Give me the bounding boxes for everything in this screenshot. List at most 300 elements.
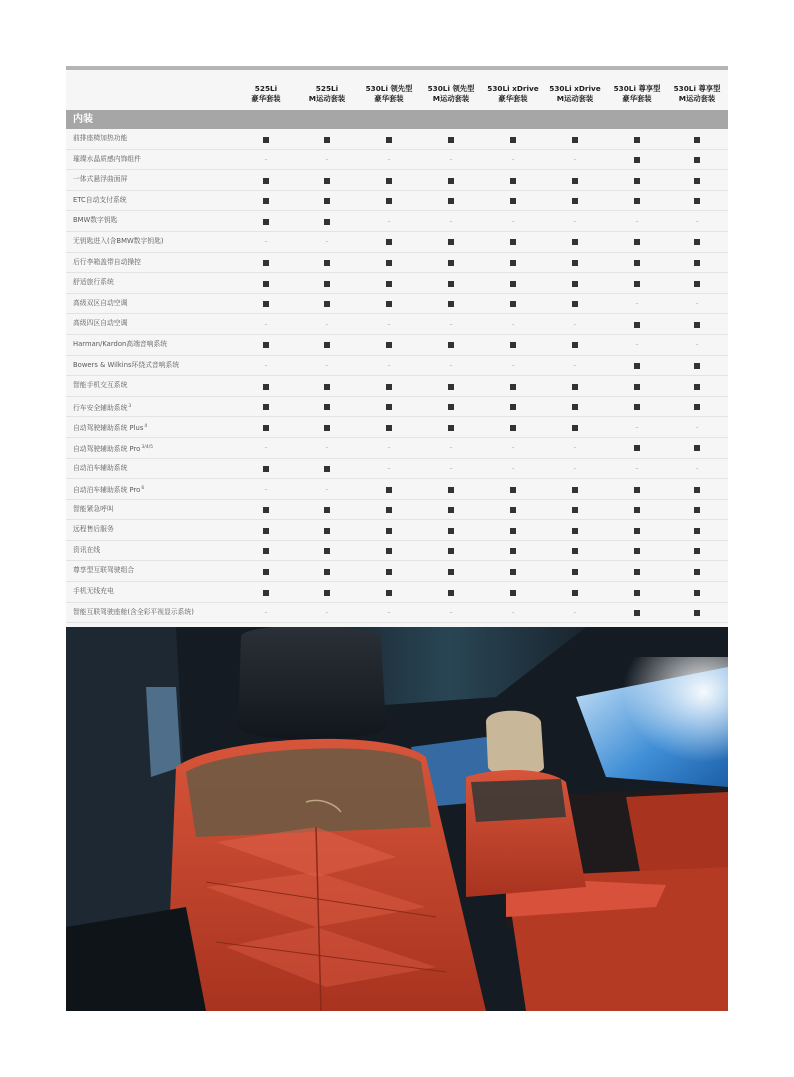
column-trim: 豪华套装 (374, 93, 404, 103)
standard-equipment-marker (386, 260, 392, 266)
row-label (73, 314, 127, 334)
table-cell (420, 561, 482, 581)
row-label-text: 智能紧急呼叫 (73, 504, 114, 513)
standard-equipment-marker (263, 301, 269, 307)
standard-equipment-marker (694, 363, 700, 369)
standard-equipment-marker (448, 528, 454, 534)
standard-equipment-marker (634, 157, 640, 163)
table-cell (482, 356, 544, 376)
table-cell (606, 376, 668, 396)
table-cell (606, 170, 668, 190)
table-cell (666, 520, 728, 540)
standard-equipment-marker (324, 466, 330, 472)
standard-equipment-marker (324, 301, 330, 307)
table-cell (358, 479, 420, 499)
row-label (73, 211, 117, 231)
not-available-marker: – (264, 444, 268, 452)
column-model: 530Li xDrive (549, 84, 601, 93)
row-label-text: 资讯在线 (73, 545, 101, 554)
footnote-marker: 6 (141, 486, 145, 492)
table-cell (358, 273, 420, 293)
row-label-text: 手机无线充电 (73, 587, 114, 596)
standard-equipment-marker (694, 487, 700, 493)
standard-equipment-marker (263, 342, 269, 348)
table-cell (606, 294, 668, 314)
table-cell (420, 582, 482, 602)
row-label-text: 高级四区自动空调 (73, 319, 128, 328)
table-cell (544, 335, 606, 355)
standard-equipment-marker (324, 507, 330, 513)
table-cell (482, 211, 544, 231)
table-cell (296, 253, 358, 273)
table-row (66, 459, 728, 480)
table-cell (482, 191, 544, 211)
table-cell (235, 541, 297, 561)
table-cell (482, 335, 544, 355)
standard-equipment-marker (386, 548, 392, 554)
standard-equipment-marker (386, 281, 392, 287)
standard-equipment-marker (572, 548, 578, 554)
table-cell (420, 314, 482, 334)
standard-equipment-marker (572, 528, 578, 534)
table-cell (666, 603, 728, 623)
table-cell (358, 211, 420, 231)
table-cell (296, 459, 358, 479)
standard-equipment-marker (510, 384, 516, 390)
table-row (66, 541, 728, 562)
table-row (66, 273, 728, 294)
column-header-5 (482, 84, 544, 103)
row-label (73, 459, 127, 479)
row-label (73, 479, 144, 501)
table-cell (420, 520, 482, 540)
table-row (66, 335, 728, 356)
standard-equipment-marker (448, 425, 454, 431)
table-cell (482, 438, 544, 458)
standard-equipment-marker (510, 281, 516, 287)
column-header-7 (606, 84, 668, 103)
table-cell (235, 273, 297, 293)
table-cell (420, 541, 482, 561)
standard-equipment-marker (572, 301, 578, 307)
table-cell (482, 376, 544, 396)
column-trim: M运动套装 (678, 93, 716, 103)
table-cell (482, 479, 544, 499)
table-cell (482, 294, 544, 314)
standard-equipment-marker (386, 198, 392, 204)
standard-equipment-marker (324, 137, 330, 143)
standard-equipment-marker (263, 281, 269, 287)
table-cell (666, 376, 728, 396)
not-available-marker: – (449, 156, 453, 164)
column-trim: M运动套装 (556, 93, 594, 103)
column-model: 525Li (254, 84, 278, 93)
table-row (66, 561, 728, 582)
standard-equipment-marker (263, 404, 269, 410)
row-label (73, 376, 127, 396)
table-cell (235, 232, 297, 252)
row-label (73, 356, 179, 376)
table-cell (296, 520, 358, 540)
standard-equipment-marker (324, 425, 330, 431)
table-cell (606, 356, 668, 376)
column-model: 530Li 尊享型 (613, 84, 661, 93)
standard-equipment-marker (572, 178, 578, 184)
row-label (73, 335, 167, 355)
table-cell (296, 417, 358, 437)
table-cell (420, 335, 482, 355)
not-available-marker: – (511, 465, 515, 472)
standard-equipment-marker (324, 219, 330, 225)
table-cell (666, 129, 728, 149)
not-available-marker: – (449, 362, 453, 370)
row-label (73, 273, 114, 293)
table-cell (235, 582, 297, 602)
row-label-text: BMW数字钥匙 (73, 216, 118, 225)
not-available-marker: – (511, 320, 515, 328)
standard-equipment-marker (448, 569, 454, 575)
standard-equipment-marker (386, 590, 392, 596)
standard-equipment-marker (694, 157, 700, 163)
not-available-marker: – (264, 609, 268, 617)
table-cell (666, 273, 728, 293)
not-available-marker: – (325, 444, 329, 452)
table-cell (358, 150, 420, 170)
table-cell (482, 253, 544, 273)
table-cell (666, 541, 728, 561)
table-cell (544, 603, 606, 623)
not-available-marker: – (387, 362, 391, 370)
standard-equipment-marker (324, 198, 330, 204)
table-cell (235, 335, 297, 355)
column-model: 530Li 领先型 (365, 84, 413, 93)
standard-equipment-marker (448, 239, 454, 245)
table-cell (606, 129, 668, 149)
not-available-marker: – (511, 217, 515, 225)
table-cell (606, 561, 668, 581)
table-cell (544, 356, 606, 376)
table-row (66, 170, 728, 191)
table-cell (666, 191, 728, 211)
standard-equipment-marker (386, 487, 392, 493)
standard-equipment-marker (510, 425, 516, 431)
column-trim: M运动套装 (432, 93, 470, 103)
standard-equipment-marker (263, 137, 269, 143)
standard-equipment-marker (510, 487, 516, 493)
standard-equipment-marker (510, 404, 516, 410)
standard-equipment-marker (324, 569, 330, 575)
table-cell (358, 582, 420, 602)
table-cell (606, 191, 668, 211)
table-cell (606, 335, 668, 355)
standard-equipment-marker (510, 260, 516, 266)
table-cell (606, 603, 668, 623)
table-cell (358, 520, 420, 540)
standard-equipment-marker (694, 322, 700, 328)
table-cell (358, 253, 420, 273)
standard-equipment-marker (572, 425, 578, 431)
table-cell (544, 253, 606, 273)
column-header-3 (358, 84, 420, 103)
not-available-marker: – (511, 444, 515, 452)
standard-equipment-marker (694, 610, 700, 616)
table-row (66, 520, 728, 541)
table-cell (235, 561, 297, 581)
row-label-text: 前排座椅加热功能 (73, 134, 128, 142)
table-cell (420, 376, 482, 396)
section-title: 内装 (73, 114, 93, 125)
standard-equipment-marker (694, 281, 700, 287)
column-trim: 豪华套装 (622, 93, 652, 103)
standard-equipment-marker (448, 198, 454, 204)
row-label (73, 561, 134, 581)
not-available-marker: – (695, 341, 699, 349)
standard-equipment-marker (634, 137, 640, 143)
not-available-marker: – (387, 320, 391, 328)
table-cell (296, 356, 358, 376)
table-cell (235, 211, 297, 231)
table-cell (358, 500, 420, 520)
standard-equipment-marker (324, 528, 330, 534)
standard-equipment-marker (634, 404, 640, 410)
table-cell (296, 273, 358, 293)
table-cell (235, 417, 297, 437)
table-cell (482, 500, 544, 520)
standard-equipment-marker (448, 260, 454, 266)
standard-equipment-marker (263, 260, 269, 266)
row-label (73, 253, 141, 273)
standard-equipment-marker (263, 178, 269, 184)
standard-equipment-marker (510, 507, 516, 513)
table-cell (235, 253, 297, 273)
table-cell (482, 397, 544, 417)
standard-equipment-marker (386, 178, 392, 184)
table-cell (296, 150, 358, 170)
table-cell (296, 438, 358, 458)
table-cell (666, 417, 728, 437)
not-available-marker: – (449, 217, 453, 225)
not-available-marker: – (695, 423, 699, 431)
standard-equipment-marker (572, 342, 578, 348)
standard-equipment-marker (448, 404, 454, 410)
table-cell (235, 150, 297, 170)
row-label (73, 541, 100, 561)
column-header-row (66, 70, 728, 110)
standard-equipment-marker (634, 260, 640, 266)
column-header-1 (235, 84, 297, 103)
standard-equipment-marker (572, 384, 578, 390)
row-label-text: 自动驾驶辅助系统 Pro (73, 444, 141, 453)
table-cell (482, 459, 544, 479)
standard-equipment-marker (572, 487, 578, 493)
table-cell (666, 211, 728, 231)
table-cell (358, 191, 420, 211)
table-cell (544, 541, 606, 561)
table-row (66, 582, 728, 603)
row-label-text: 舒适旅行系统 (73, 278, 114, 287)
table-cell (235, 479, 297, 499)
standard-equipment-marker (448, 281, 454, 287)
interior-photo (66, 627, 728, 1011)
standard-equipment-marker (634, 322, 640, 328)
not-available-marker: – (325, 320, 329, 328)
table-cell (420, 129, 482, 149)
standard-equipment-marker (263, 384, 269, 390)
standard-equipment-marker (634, 548, 640, 554)
column-header-4 (420, 84, 482, 103)
not-available-marker: – (635, 217, 639, 225)
row-label (73, 417, 147, 439)
table-cell (358, 438, 420, 458)
standard-equipment-marker (572, 239, 578, 245)
table-cell (544, 417, 606, 437)
table-cell (235, 356, 297, 376)
table-cell (544, 459, 606, 479)
standard-equipment-marker (386, 404, 392, 410)
standard-equipment-marker (572, 260, 578, 266)
table-cell (358, 335, 420, 355)
standard-equipment-marker (634, 610, 640, 616)
standard-equipment-marker (510, 342, 516, 348)
table-cell (358, 417, 420, 437)
table-cell (420, 500, 482, 520)
table-cell (482, 582, 544, 602)
table-row (66, 376, 728, 397)
column-model: 525Li (315, 84, 339, 93)
table-cell (482, 603, 544, 623)
not-available-marker: – (325, 362, 329, 370)
table-cell (666, 438, 728, 458)
table-cell (296, 603, 358, 623)
standard-equipment-marker (448, 301, 454, 307)
column-trim: 豪华套装 (498, 93, 528, 103)
not-available-marker: – (573, 465, 577, 472)
table-cell (296, 129, 358, 149)
table-cell (544, 438, 606, 458)
table-cell (666, 232, 728, 252)
row-label-text: 智能手机交互系统 (73, 381, 128, 390)
table-cell (420, 150, 482, 170)
table-cell (235, 500, 297, 520)
table-cell (606, 273, 668, 293)
standard-equipment-marker (694, 178, 700, 184)
table-cell (420, 170, 482, 190)
table-cell (296, 211, 358, 231)
standard-equipment-marker (694, 404, 700, 410)
table-cell (420, 417, 482, 437)
table-cell (482, 541, 544, 561)
table-row (66, 479, 728, 500)
table-cell (420, 356, 482, 376)
table-row (66, 150, 728, 171)
table-cell (358, 232, 420, 252)
standard-equipment-marker (634, 198, 640, 204)
table-cell (296, 294, 358, 314)
row-label (73, 500, 114, 520)
standard-equipment-marker (694, 590, 700, 596)
table-row (66, 417, 728, 438)
table-cell (296, 541, 358, 561)
table-cell (544, 500, 606, 520)
standard-equipment-marker (510, 590, 516, 596)
table-cell (482, 273, 544, 293)
not-available-marker: – (511, 156, 515, 164)
row-label-text: 一体式悬浮曲面屏 (73, 175, 128, 184)
table-cell (296, 335, 358, 355)
table-cell (666, 356, 728, 376)
footnote-marker: 4 (144, 424, 148, 430)
standard-equipment-marker (510, 178, 516, 184)
standard-equipment-marker (448, 342, 454, 348)
standard-equipment-marker (634, 384, 640, 390)
not-available-marker: – (387, 217, 391, 225)
row-label-text: 自动泊车辅助系统 Pro (73, 486, 141, 495)
table-cell (296, 479, 358, 499)
column-header-6 (544, 84, 606, 103)
table-row (66, 191, 728, 212)
standard-equipment-marker (510, 137, 516, 143)
table-cell (544, 129, 606, 149)
not-available-marker: – (264, 485, 268, 493)
standard-equipment-marker (386, 528, 392, 534)
not-available-marker: – (573, 156, 577, 164)
not-available-marker: – (695, 300, 699, 308)
column-model: 530Li xDrive (487, 84, 539, 93)
standard-equipment-marker (510, 569, 516, 575)
not-available-marker: – (635, 465, 639, 472)
table-cell (482, 314, 544, 334)
standard-equipment-marker (510, 239, 516, 245)
table-row (66, 129, 728, 150)
table-cell (420, 273, 482, 293)
not-available-marker: – (635, 300, 639, 308)
table-cell (666, 500, 728, 520)
standard-equipment-marker (324, 590, 330, 596)
standard-equipment-marker (572, 281, 578, 287)
standard-equipment-marker (386, 569, 392, 575)
row-label (73, 520, 114, 540)
not-available-marker: – (264, 238, 268, 246)
table-cell (606, 520, 668, 540)
table-cell (482, 170, 544, 190)
table-cell (544, 582, 606, 602)
table-cell (296, 170, 358, 190)
table-cell (235, 603, 297, 623)
table-cell (666, 253, 728, 273)
not-available-marker: – (511, 362, 515, 370)
table-cell (544, 273, 606, 293)
table-cell (420, 191, 482, 211)
table-cell (666, 479, 728, 499)
column-header-8 (666, 84, 728, 103)
table-cell (544, 479, 606, 499)
table-row (66, 253, 728, 274)
table-cell (296, 376, 358, 396)
standard-equipment-marker (694, 198, 700, 204)
not-available-marker: – (264, 320, 268, 328)
row-label (73, 191, 127, 211)
table-cell (358, 294, 420, 314)
not-available-marker: – (695, 465, 699, 472)
standard-equipment-marker (634, 363, 640, 369)
row-label-text: 自动泊车辅助系统 (73, 463, 128, 472)
standard-equipment-marker (572, 569, 578, 575)
table-cell (296, 582, 358, 602)
not-available-marker: – (325, 238, 329, 246)
table-cell (606, 582, 668, 602)
table-cell (235, 170, 297, 190)
table-cell (420, 438, 482, 458)
